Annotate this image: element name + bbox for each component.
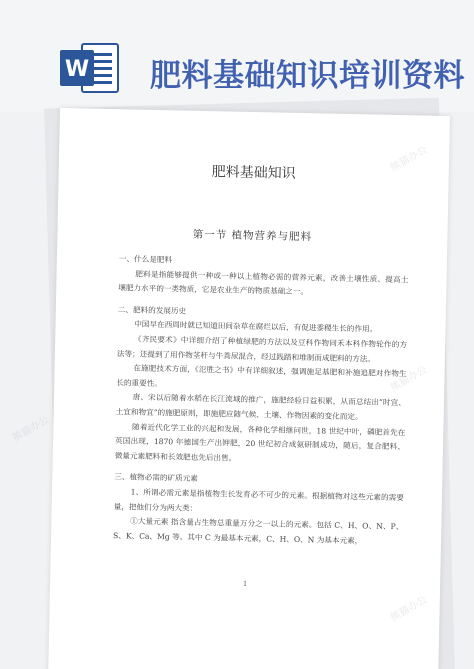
banner-title: 肥料基础知识培训资料 xyxy=(150,58,465,94)
paragraph: ①大量元素 指含量占生物总重量万分之一以上的元素。包括 C、H、O、N、P、S、K、Ca、Mg 等。其中 C 为最基本元素，C、H、O、N 为基本元素， xyxy=(113,516,404,546)
document-title: 肥料基础知识 xyxy=(211,164,296,182)
section-heading: 三、植物必需的矿质元素 xyxy=(114,472,198,484)
document-page xyxy=(48,108,450,669)
paragraph: 随着近代化学工业的兴起和发展，各种化学相继问世，18 世纪中叶，磷肥首先在英国出现，1870 年德国生产出钾肥，20 世纪初合成氨研制成功，随后，复合肥料、微量元素肥料和长效肥也先后出售。 xyxy=(114,422,406,463)
section-heading: 二、肥料的发展历史 xyxy=(117,304,187,316)
paragraph: 在施肥技术方面，《氾胜之书》中有详细叙述，强调施足基肥和补施追肥对作物生长的重要性。 xyxy=(116,363,407,388)
watermark: 熊猫办公 xyxy=(10,414,52,444)
paragraph: 中国早在西周时就已知道田间杂草在腐烂以后，有促进黍稷生长的作用。 xyxy=(134,319,378,334)
document-body xyxy=(113,251,409,549)
page-number: 1 xyxy=(242,579,248,588)
svg-text:W: W xyxy=(64,57,90,82)
paragraph: 1、所谓必需元素是指植物生长发育必不可少的元素。根据植物对这些元素的需要量，把他们分为两大类： xyxy=(113,487,405,513)
paragraph: 肥料是指能够提供一种或一种以上植物必需的营养元素，改善土壤性质、提高土壤肥力水平的一类物质，它是农业生产的物质基础之一。 xyxy=(118,269,409,297)
banner xyxy=(0,0,474,112)
word-document-icon xyxy=(60,40,120,96)
section-title: 第一节 植物营养与肥料 xyxy=(192,228,313,244)
paragraph: 唐、宋以后随着水稻在长江流域的推广，施肥经验日益积累，从而总结出“时宜、土宜和物宜”的施肥原则，即施肥应随气候、土壤、作物因素的变化而定。 xyxy=(115,392,407,422)
section-heading: 一、什么是肥料 xyxy=(118,254,173,265)
watermark: 熊猫办公 xyxy=(388,364,430,394)
watermark: 熊猫办公 xyxy=(388,144,430,174)
watermark: 熊猫办公 xyxy=(388,594,430,624)
paragraph: 《齐民要术》中详细介绍了种植绿肥的方法以及豆科作物同禾本科作物轮作的方法等；还提到了用作物茎秆与牛粪尿混合，经过践踏和堆制而成肥料的方法。 xyxy=(116,334,408,364)
